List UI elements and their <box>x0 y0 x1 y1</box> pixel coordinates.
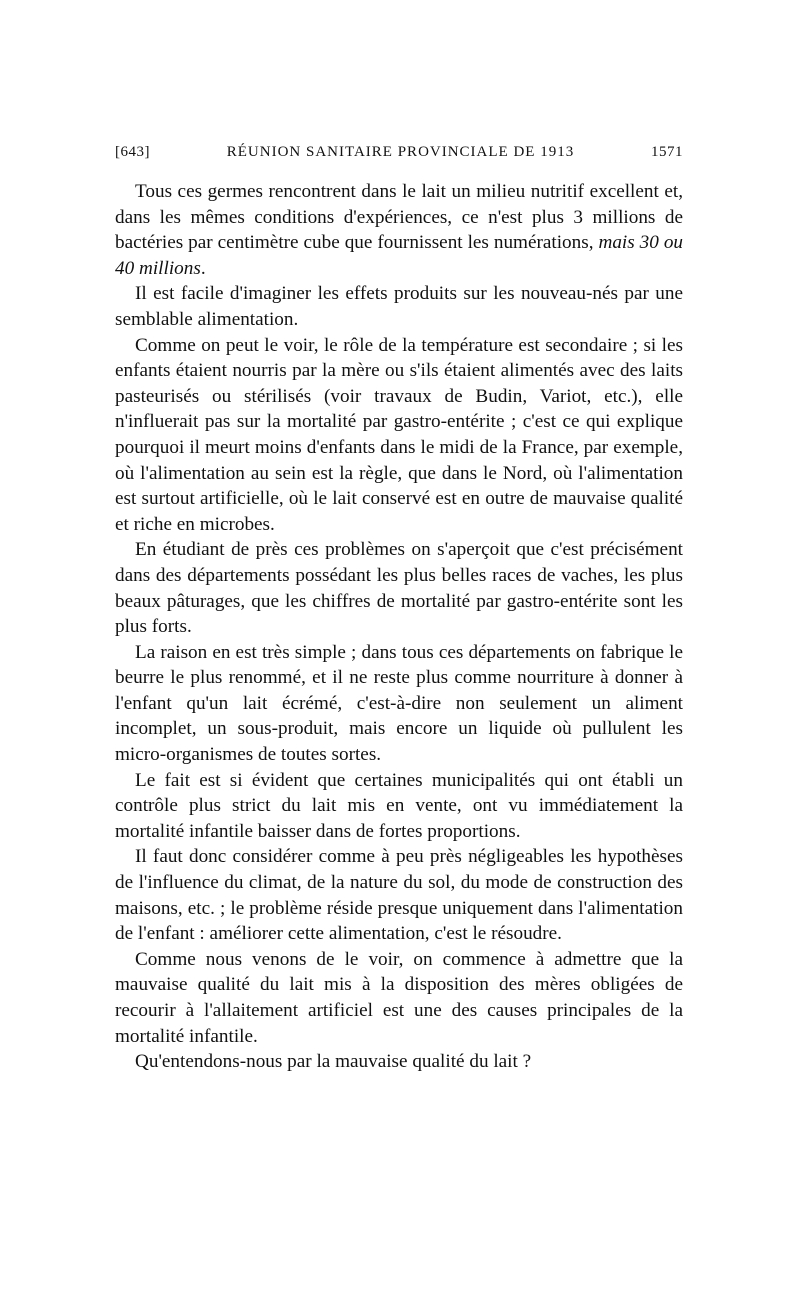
page-number: 1571 <box>650 144 683 160</box>
book-page <box>115 144 683 1075</box>
paragraph-8: Comme nous venons de le voir, on commence à admettre que la mauvaise qualité du lait mis à la disposition des mères obligées de recourir à l'allaitement artificiel est une des causes principales de la mortalité infantile. <box>115 948 683 1047</box>
paragraph-6: Le fait est si évident que certaines municipalités qui ont établi un contrôle plus strict du lait mis en vente, ont vu immédiatement la mortalité infantile baisser dans de fortes proportions. <box>115 769 683 842</box>
paragraph-4: En étudiant de près ces problèmes on s'aperçoit que c'est précisément dans des départements possédant les plus belles races de vaches, les plus beaux pâturages, que les chiffres de mortalité par gastro-entérite sont les plus forts. <box>115 539 683 638</box>
paragraph-1-emphasis: mais 30 ou 40 millions <box>115 232 684 279</box>
running-title: RÉUNION SANITAIRE PROVINCIALE DE 1913 <box>226 144 575 160</box>
paragraph-9: Qu'entendons-nous par la mauvaise qualité du lait ? <box>135 1051 532 1073</box>
body-text <box>115 179 683 1075</box>
running-header <box>115 144 683 161</box>
paragraph-5: La raison en est très simple ; dans tous ces départements on fabrique le beurre le plus renommé, et il ne reste plus comme nourriture à donner à l'enfant qu'un lait écrémé, c'est-à-dire non seulement un aliment incomplet, un sous-produit, mais encore un liquide où pullulent les micro-organismes de toutes sortes. <box>115 641 683 766</box>
paragraph-7: Il faut donc considérer comme à peu près négligeables les hypothèses de l'influence du climat, de la nature du sol, du mode de construction des maisons, etc. ; le problème réside presque uniquement dans l'alimentation de l'enfant : améliorer cette alimentation, c'est le résoudre. <box>115 846 683 945</box>
paragraph-1-end: . <box>200 257 206 279</box>
bracketed-page-reference: [643] <box>115 144 150 160</box>
paragraph-3: Comme on peut le voir, le rôle de la température est secondaire ; si les enfants étaient nourris par la mère ou s'ils étaient alimentés avec des laits pasteurisés ou stérilisés (voir travaux de Budin, Variot, etc.), elle n'influerait pas sur la mortalité par gastro-entérite ; c'est ce qui explique pourquoi il meurt moins d'enfants dans le midi de la France, par exemple, où l'alimentation au sein est la règle, que dans le Nord, où l'alimentation est surtout artificielle, où le lait conservé est en outre de mauvaise qualité et riche en microbes. <box>115 334 683 535</box>
paragraph-1 <box>115 179 683 281</box>
paragraph-1-text: Tous ces germes rencontrent dans le lait un milieu nutritif excellent et, dans les mêmes conditions d'expériences, ce n'est plus 3 millions de bactéries par centimètre cube que fournissent les numérations, <box>115 181 683 254</box>
paragraph-2: Il est facile d'imaginer les effets produits sur les nouveau-nés par une semblable alimentation. <box>115 283 683 330</box>
